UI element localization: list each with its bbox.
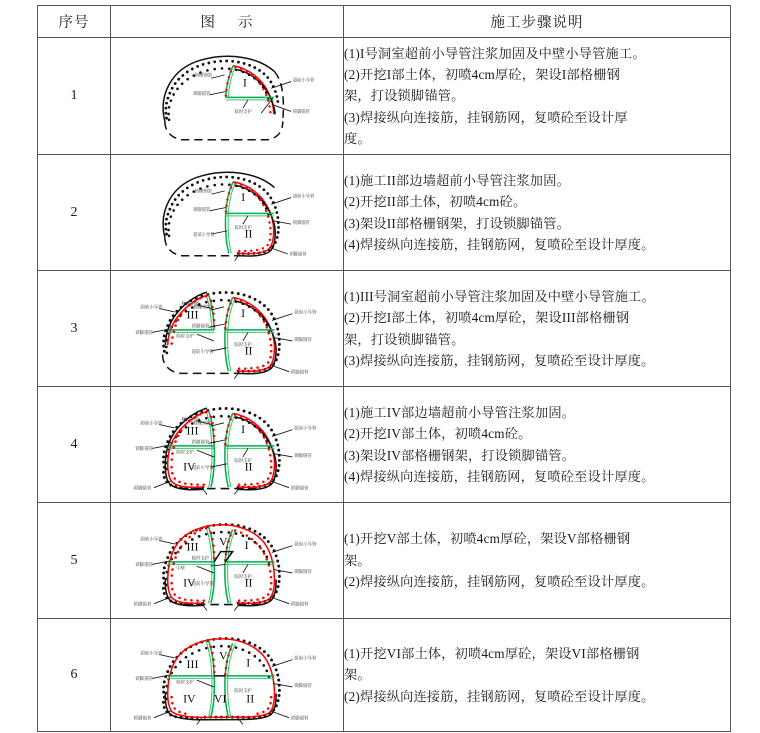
description-cell (344, 155, 731, 271)
description-cell (344, 387, 731, 503)
label-lock-anchor-left: 锁脚锚管 (135, 561, 153, 567)
row-number: 6 (38, 619, 111, 732)
label-advance-pipe-left: 超前小导管 (192, 231, 215, 237)
zone-label-II: II (246, 691, 255, 706)
description-cell (344, 38, 731, 155)
zone-label-III: III (186, 307, 199, 322)
desc-line: (2)开挖I部土体，初喷4cm厚砼，架设III部格栅钢 (344, 310, 630, 326)
label-lock-anchor: 锁脚锚管 (191, 322, 210, 328)
figure-cell (111, 38, 344, 155)
row-number: 4 (38, 387, 111, 503)
label-grid-frame: 格栅钢架 (181, 300, 200, 306)
label-lock-anchor-2: 锁脚锚管 (294, 568, 312, 574)
zone-label-I: I (241, 421, 246, 436)
label-lock-anchor: 锁脚锚管 (192, 206, 210, 212)
label-advance-pipe-mid: 超前小导管 (191, 348, 214, 354)
desc-line: (2)开挖II部土体，初喷4cm砼。 (344, 194, 527, 210)
tunnel-diagram-svg-5 (125, 508, 330, 614)
table-row (38, 387, 731, 503)
table-row (38, 155, 731, 271)
description-cell (344, 271, 731, 387)
zone-label-III: III (186, 657, 199, 672)
tunnel-diagram-svg-6 (125, 622, 330, 728)
label-advance-pipe-left: 超前小导管 (140, 536, 163, 541)
header-cell-no: 序号 (38, 6, 111, 38)
table-row (38, 503, 731, 619)
tunnel-cross-section-step-4 (111, 392, 344, 498)
label-temp-support: 临时支护 (234, 108, 252, 114)
zone-label-VI: VI (213, 691, 227, 706)
figure-cell (111, 619, 344, 732)
label-grid-frame: 格栅钢架 (194, 188, 212, 194)
zone-label-II: II (244, 343, 253, 358)
label-lock-anchor-left: 锁脚锚管 (135, 329, 153, 335)
table-row (38, 38, 731, 155)
tunnel-diagram-svg-3 (125, 276, 330, 382)
desc-line: 架，打设锁脚锚管。 (344, 88, 465, 104)
label-lock-anchor-3: 锁脚锚管 (288, 251, 307, 257)
label-lock-anchor: 锁脚锚管 (192, 90, 210, 96)
tunnel-diagram-svg-1 (128, 45, 328, 148)
desc-line: (1)开挖V部土体，初喷4cm厚砼，架设V部格栅钢 (344, 531, 631, 547)
zone-label-III: III (186, 423, 199, 438)
label-lock-anchor-3: 锁脚锚管 (290, 715, 309, 721)
header-cell-figure (111, 6, 344, 38)
zone-label-V: V (218, 648, 228, 663)
zone-label-IV: IV (183, 459, 196, 474)
label-temp-support-left: 临时支护 (191, 554, 210, 560)
figure-cell (111, 503, 344, 619)
zone-label-IV: IV (183, 691, 196, 706)
label-lock-anchor: 锁脚锚管 (191, 438, 210, 444)
label-advance-pipe-left: 超前小导管 (140, 650, 163, 656)
zone-label-II: II (244, 575, 253, 590)
advance-pipe-roof-dots (164, 176, 279, 255)
header-figure-part2: 示 (238, 15, 254, 31)
zone-label-II: II (244, 459, 253, 474)
label-advance-pipe-mid: 超前小导管 (191, 580, 214, 586)
tunnel-cross-section-step-1 (111, 45, 344, 148)
header-figure-part1: 图 (200, 15, 216, 31)
advance-pipe-roof-dots (162, 290, 281, 372)
row-number: 1 (38, 38, 111, 155)
desc-line: (1)III号洞室超前小导管注浆加固及中壁小导管施工。 (344, 288, 655, 304)
zone-label-III: III (186, 539, 199, 554)
label-temp-support: 临时支护 (234, 573, 253, 579)
label-temp-support: 临时支护 (234, 688, 253, 694)
zone-label-I: I (244, 537, 249, 552)
tunnel-cross-section-step-6 (111, 622, 344, 728)
figure-cell (111, 387, 344, 503)
label-lock-anchor-3: 锁脚锚管 (290, 484, 309, 490)
label-advance-pipe: 超前小导管 (294, 655, 317, 661)
table-row (38, 619, 731, 732)
row-number: 3 (38, 271, 111, 387)
desc-line: (3)焊接纵向连接筋，挂钢筋网，复喷砼至设计厚 (344, 109, 628, 125)
label-temp-support: 临时支护 (234, 341, 253, 347)
tunnel-cross-section-step-2 (111, 161, 344, 264)
zone-V-bench-outline (214, 551, 232, 561)
desc-line: 架，打设锁脚锚管。 (344, 331, 465, 347)
label-advance-pipe-left: 超前小导管 (140, 420, 163, 425)
label-lock-anchor-bl: 锁脚锚管 (133, 715, 152, 721)
zone-label-I: I (240, 190, 245, 204)
label-temp-support: 临时支护 (234, 225, 252, 231)
label-temp-support-left: 临时支护 (176, 449, 194, 455)
label-lock-anchor-2: 锁脚锚管 (294, 452, 312, 458)
desc-line: (3)焊接纵向连接筋，挂钢筋网，复喷砼至设计厚度。 (344, 352, 655, 368)
annotation-leaders (209, 74, 290, 112)
label-lock-anchor-left: 锁脚锚管 (135, 445, 153, 451)
label-lock-anchor-2: 锁脚锚管 (294, 682, 312, 688)
description-cell (344, 503, 731, 619)
desc-line: (2)焊接纵向连接筋，挂钢筋网，复喷砼至设计厚度。 (344, 688, 655, 704)
description-cell (344, 619, 731, 732)
figure-cell (111, 271, 344, 387)
excavated-zone-1-support (224, 65, 275, 114)
table-body (38, 38, 731, 732)
desc-line: (1)施工IV部边墙超前小导管注浆加固。 (344, 404, 576, 420)
desc-line: (2)开挖I部土体，初喷4cm厚砼，架设I部格栅钢 (344, 66, 621, 82)
label-temp-support: 临时支护 (234, 457, 253, 463)
desc-line: (3)架设II部格栅钢架，打设锁脚锚管。 (344, 215, 570, 231)
row-number: 2 (38, 155, 111, 271)
table-row (38, 271, 731, 387)
header-row (38, 6, 731, 38)
tunnel-cross-section-step-3 (111, 276, 344, 382)
desc-line: 架。 (344, 552, 371, 568)
zone-III-IV-support (165, 526, 215, 605)
label-lock-anchor-left: 锁脚锚管 (135, 676, 153, 682)
tunnel-diagram-svg-4 (125, 392, 330, 498)
tunnel-cross-section-step-5 (111, 508, 344, 614)
zone-label-V: V (218, 534, 228, 549)
label-lock-anchor-2: 锁脚锚管 (292, 108, 310, 114)
desc-line: (2)开挖IV部土体，初喷4cm砼。 (344, 426, 532, 442)
construction-steps-table (37, 5, 731, 732)
desc-line: (1)I号洞室超前小导管注浆加固及中壁小导管施工。 (344, 45, 646, 61)
zone-label-II: II (244, 227, 252, 241)
desc-line: (4)焊接纵向连接筋，挂钢筋网，复喷砼至设计厚度。 (344, 468, 655, 484)
label-lock-anchor-2: 锁脚锚管 (292, 220, 310, 226)
desc-line: 架。 (344, 667, 371, 683)
figure-cell (111, 155, 344, 271)
label-lock-anchor-bl: 锁脚锚管 (133, 600, 152, 606)
desc-line: (1)开挖VI部土体，初喷4cm厚砼，架设VI部格栅钢 (344, 645, 640, 661)
zone-label-I: I (242, 76, 247, 90)
header-cell-description: 施工步骤说明 (344, 6, 731, 38)
zone-label-I: I (246, 655, 251, 670)
label-lock-anchor-2: 锁脚锚管 (294, 336, 312, 342)
label-temp-support-left: 临时支护 (176, 333, 194, 339)
zone-label-I: I (241, 305, 246, 320)
label-advance-pipe: 超前小导管 (294, 541, 317, 547)
tunnel-diagram-svg-2 (128, 161, 328, 264)
desc-line: 度。 (344, 131, 371, 147)
label-advance-pipe-2: 超前小导管 (292, 77, 314, 83)
label-middle-wall: 中壁 (176, 565, 186, 571)
label-advance-pipe-left: 超前小导管 (140, 304, 163, 309)
desc-line: (2)焊接纵向连接筋，挂钢筋网，复喷砼至设计厚度。 (344, 574, 655, 590)
desc-line: (3)架设IV部格栅钢架，打设锁脚锚管。 (344, 447, 576, 463)
annotation-labels (193, 188, 315, 258)
label-advance-pipe-mid: 超前小导管 (191, 464, 214, 470)
desc-line: (4)焊接纵向连接筋，挂钢筋网，复喷砼至设计厚度。 (344, 236, 655, 252)
label-grid-frame-2: 格栅钢架 (193, 420, 212, 425)
label-lock-anchor-3: 锁脚锚管 (290, 368, 309, 374)
label-advance-pipe: 超前小导管 (294, 425, 317, 431)
annotation-labels (135, 300, 317, 375)
label-advance-pipe: 超前小导管 (292, 193, 314, 199)
row-number: 5 (38, 503, 111, 619)
label-advance-pipe: 超前小导管 (294, 309, 317, 315)
label-temp-support-left: 临时支护 (176, 679, 194, 685)
label-grid-frame: 格栅钢架 (181, 416, 200, 422)
label-advance-pipe: 格栅钢架 (194, 72, 212, 78)
label-lock-anchor-3: 锁脚锚管 (290, 600, 309, 606)
table-header (38, 6, 731, 38)
desc-line: (1)施工II部边墙超前小导管注浆加固。 (344, 172, 570, 188)
zone-label-IV: IV (183, 575, 196, 590)
label-grid-frame-2: 格栅钢架 (193, 304, 212, 309)
label-lock-anchor-bl: 锁脚锚管 (133, 484, 152, 490)
